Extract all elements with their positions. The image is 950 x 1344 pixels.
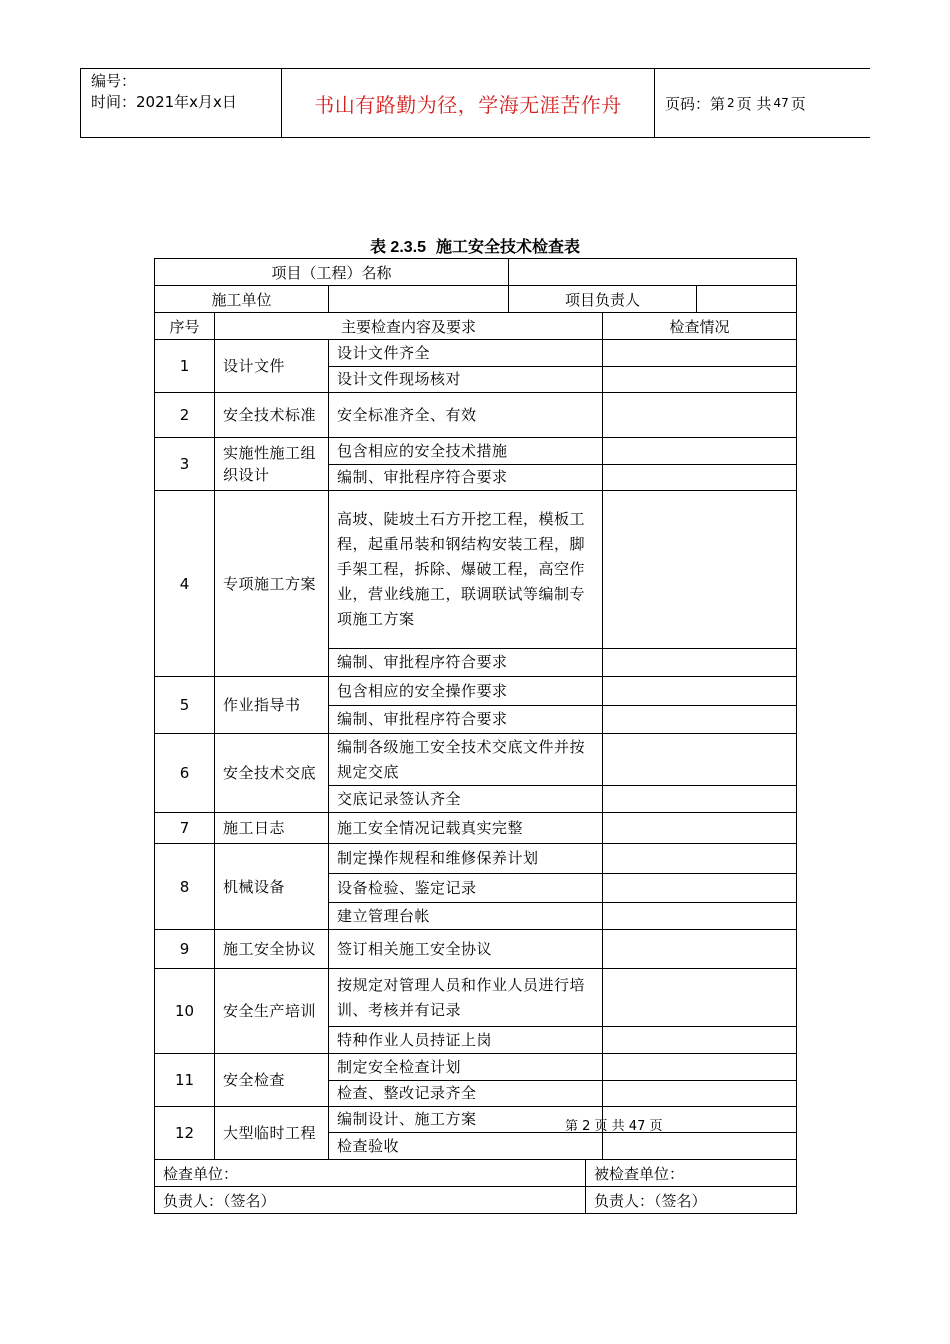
check-item: 机械设备 <box>215 844 329 930</box>
check-status-cell[interactable] <box>603 1027 797 1054</box>
check-requirement: 编制设计、施工方案 <box>329 1107 603 1133</box>
signature-row <box>155 1187 797 1214</box>
check-requirement: 编制、审批程序符合要求 <box>329 706 603 734</box>
check-status-cell[interactable] <box>603 903 797 930</box>
check-requirement: 编制各级施工安全技术交底文件并按规定交底 <box>329 734 603 786</box>
row-number: 2 <box>155 393 215 438</box>
sign-left-label: 负责人：（签名） <box>155 1187 586 1214</box>
table-row <box>155 734 797 786</box>
check-requirement: 检查验收 <box>329 1133 603 1160</box>
table-row <box>155 930 797 969</box>
footer-page-number: 第 2 页 共 47 页 <box>565 1119 663 1134</box>
check-status-cell[interactable] <box>603 930 797 969</box>
check-status-cell[interactable] <box>603 465 797 491</box>
check-status-cell[interactable] <box>603 844 797 874</box>
check-item: 设计文件 <box>215 340 329 393</box>
check-status-cell[interactable] <box>603 1081 797 1107</box>
check-requirement: 建立管理台帐 <box>329 903 603 930</box>
check-requirement: 包含相应的安全技术措施 <box>329 438 603 465</box>
construction-unit-label: 施工单位 <box>155 286 329 313</box>
check-status-cell[interactable] <box>603 786 797 813</box>
unit-row <box>155 286 797 313</box>
check-status-cell[interactable] <box>603 438 797 465</box>
sign-right-label: 负责人：（签名） <box>586 1187 797 1214</box>
check-item: 安全检查 <box>215 1054 329 1107</box>
row-number: 11 <box>155 1054 215 1107</box>
check-item: 作业指导书 <box>215 677 329 734</box>
project-name-row <box>155 259 797 286</box>
row-number: 8 <box>155 844 215 930</box>
row-number: 12 <box>155 1107 215 1160</box>
row-number: 9 <box>155 930 215 969</box>
check-status-cell[interactable] <box>603 969 797 1027</box>
header-meta <box>80 69 282 137</box>
check-status-cell[interactable] <box>603 1133 797 1160</box>
column-header-row <box>155 313 797 340</box>
page-header <box>80 68 870 138</box>
check-requirement: 设计文件齐全 <box>329 340 603 367</box>
check-item: 安全技术交底 <box>215 734 329 813</box>
serial-label: 编号： <box>91 72 137 90</box>
check-requirement: 编制、审批程序符合要求 <box>329 649 603 677</box>
col-seq-header: 序号 <box>155 313 215 340</box>
check-status-cell[interactable] <box>603 813 797 844</box>
check-item: 安全技术标准 <box>215 393 329 438</box>
table-row <box>155 340 797 367</box>
check-requirement: 安全标准齐全、有效 <box>329 393 603 438</box>
project-name-label: 项目（工程）名称 <box>155 259 509 286</box>
check-requirement: 制定操作规程和维修保养计划 <box>329 844 603 874</box>
table-row <box>155 844 797 874</box>
check-item: 专项施工方案 <box>215 491 329 677</box>
page-current: 2 <box>727 96 735 110</box>
check-requirement: 施工安全情况记载真实完整 <box>329 813 603 844</box>
check-status-cell[interactable] <box>603 340 797 367</box>
check-requirement: 设计文件现场核对 <box>329 367 603 393</box>
page-suffix: 页 <box>790 94 806 113</box>
check-status-cell[interactable] <box>603 491 797 649</box>
check-item: 施工安全协议 <box>215 930 329 969</box>
table-title <box>154 234 796 257</box>
check-requirement: 高坡、陡坡土石方开挖工程，模板工程，起重吊装和钢结构安装工程，脚手架工程，拆除、爆破工程，高空作业，营业线施工，联调联试等编制专项施工方案 <box>329 491 603 649</box>
row-number: 4 <box>155 491 215 677</box>
check-requirement: 特种作业人员持证上岗 <box>329 1027 603 1054</box>
table-row <box>155 677 797 706</box>
table-row <box>155 438 797 465</box>
inspected-unit-label: 被检查单位： <box>586 1160 797 1187</box>
inspect-unit-label: 检查单位： <box>155 1160 586 1187</box>
check-status-cell[interactable] <box>603 367 797 393</box>
header-motto <box>282 69 654 137</box>
check-item: 大型临时工程 <box>215 1107 329 1160</box>
page-total: 47 <box>773 96 789 110</box>
table-row <box>155 969 797 1027</box>
row-number: 3 <box>155 438 215 491</box>
project-name-value[interactable] <box>509 259 797 286</box>
row-number: 7 <box>155 813 215 844</box>
table-row <box>155 491 797 649</box>
check-requirement: 制定安全检查计划 <box>329 1054 603 1081</box>
check-requirement: 设备检验、鉴定记录 <box>329 874 603 903</box>
table-row <box>155 1107 797 1133</box>
inspection-table <box>154 258 797 1214</box>
check-item: 实施性施工组织设计 <box>215 438 329 491</box>
project-manager-label: 项目负责人 <box>509 286 697 313</box>
col-status-header: 检查情况 <box>603 313 797 340</box>
check-requirement: 按规定对管理人员和作业人员进行培训、考核并有记录 <box>329 969 603 1027</box>
row-number: 1 <box>155 340 215 393</box>
check-status-cell[interactable] <box>603 649 797 677</box>
table-row <box>155 813 797 844</box>
table-row <box>155 393 797 438</box>
check-item: 施工日志 <box>215 813 329 844</box>
check-status-cell[interactable] <box>603 677 797 706</box>
inspection-unit-row <box>155 1160 797 1187</box>
table-number: 表 2.3.5 <box>369 239 427 256</box>
col-content-header: 主要检查内容及要求 <box>215 313 603 340</box>
check-status-cell[interactable] <box>603 874 797 903</box>
construction-unit-value[interactable] <box>329 286 509 313</box>
check-requirement: 交底记录签认齐全 <box>329 786 603 813</box>
project-manager-value[interactable] <box>697 286 797 313</box>
check-requirement: 编制、审批程序符合要求 <box>329 465 603 491</box>
check-requirement: 包含相应的安全操作要求 <box>329 677 603 706</box>
check-item: 安全生产培训 <box>215 969 329 1054</box>
check-status-cell[interactable] <box>603 734 797 786</box>
header-page-info <box>654 69 870 137</box>
table-row <box>155 1054 797 1081</box>
check-status-cell[interactable] <box>603 706 797 734</box>
check-requirement: 检查、整改记录齐全 <box>329 1081 603 1107</box>
page-prefix: 页码：第 <box>665 94 726 113</box>
check-status-cell[interactable] <box>603 1054 797 1081</box>
check-status-cell[interactable] <box>603 393 797 438</box>
check-requirement: 签订相关施工安全协议 <box>329 930 603 969</box>
time-label: 时间：2021年x月x日 <box>91 93 237 111</box>
row-number: 10 <box>155 969 215 1054</box>
motto-text: 书山有路勤为径，学海无涯苦作舟 <box>314 92 622 117</box>
table-title-text: 施工安全技术检查表 <box>436 237 581 256</box>
page-mid: 页 共 <box>736 94 772 113</box>
row-number: 6 <box>155 734 215 813</box>
row-number: 5 <box>155 677 215 734</box>
